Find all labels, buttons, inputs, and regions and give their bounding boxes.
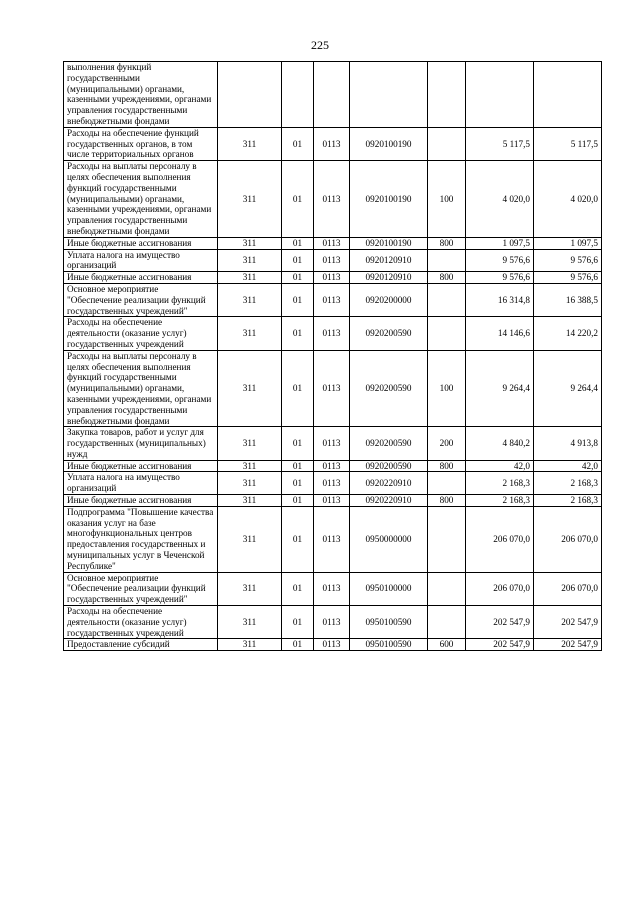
cell-amount-year2: 1 097,5 [534, 237, 602, 249]
cell-amount-year2: 4 913,8 [534, 427, 602, 460]
cell-amount-year2: 14 220,2 [534, 317, 602, 350]
cell-name: Закупка товаров, работ и услуг для государственных (муниципальных) нужд [64, 427, 218, 460]
cell-amount-year2: 42,0 [534, 460, 602, 472]
cell-expense-type [428, 506, 466, 572]
cell-amount-year2 [534, 62, 602, 128]
table-row [64, 283, 602, 316]
table-row [64, 62, 602, 128]
table-row [64, 237, 602, 249]
cell-section: 01 [282, 460, 314, 472]
cell-amount-year2: 202 547,9 [534, 606, 602, 639]
cell-grbs: 311 [218, 317, 282, 350]
cell-section: 01 [282, 495, 314, 507]
cell-amount-year2: 2 168,3 [534, 495, 602, 507]
cell-subsection: 0113 [314, 639, 350, 651]
cell-expense-type: 200 [428, 427, 466, 460]
cell-target-article: 0920100190 [350, 237, 428, 249]
cell-name: Подпрограмма "Повышение качества оказания услуг на базе многофункциональных центров предоставления государственных и муниципальных услуг в Чеченской Республике" [64, 506, 218, 572]
cell-subsection: 0113 [314, 460, 350, 472]
cell-grbs: 311 [218, 639, 282, 651]
budget-table [63, 61, 602, 651]
cell-subsection: 0113 [314, 272, 350, 284]
cell-amount-year1: 9 576,6 [466, 272, 534, 284]
table-row [64, 317, 602, 350]
cell-name: Уплата налога на имущество организаций [64, 249, 218, 272]
cell-amount-year1 [466, 62, 534, 128]
cell-name: Уплата налога на имущество организаций [64, 472, 218, 495]
cell-target-article [350, 62, 428, 128]
cell-grbs: 311 [218, 427, 282, 460]
table-row [64, 272, 602, 284]
cell-name: Основное мероприятие "Обеспечение реализации функций государственных учреждений" [64, 283, 218, 316]
table-row [64, 460, 602, 472]
cell-target-article: 0920220910 [350, 472, 428, 495]
cell-section: 01 [282, 350, 314, 427]
cell-name: Расходы на обеспечение деятельности (оказание услуг) государственных учреждений [64, 317, 218, 350]
cell-section: 01 [282, 127, 314, 160]
cell-target-article: 0920120910 [350, 272, 428, 284]
cell-expense-type: 800 [428, 272, 466, 284]
cell-amount-year1: 14 146,6 [466, 317, 534, 350]
table-row [64, 606, 602, 639]
cell-amount-year2: 206 070,0 [534, 572, 602, 605]
cell-subsection: 0113 [314, 161, 350, 238]
cell-subsection: 0113 [314, 506, 350, 572]
cell-grbs: 311 [218, 272, 282, 284]
cell-grbs: 311 [218, 283, 282, 316]
cell-amount-year1: 9 576,6 [466, 249, 534, 272]
page-number: 225 [311, 38, 329, 52]
cell-grbs: 311 [218, 350, 282, 427]
table-row [64, 249, 602, 272]
cell-grbs: 311 [218, 495, 282, 507]
cell-amount-year1: 16 314,8 [466, 283, 534, 316]
cell-name: Расходы на обеспечение функций государственных органов, в том числе территориальных органов [64, 127, 218, 160]
cell-name: Иные бюджетные ассигнования [64, 495, 218, 507]
cell-expense-type: 100 [428, 161, 466, 238]
cell-name: Расходы на выплаты персоналу в целях обеспечения выполнения функций государственными (муниципальными) органами, казенными учреждениями, органами управления государственными внебюджетными фондами [64, 161, 218, 238]
cell-target-article: 0920100190 [350, 127, 428, 160]
cell-target-article: 0920220910 [350, 495, 428, 507]
cell-amount-year2: 9 576,6 [534, 272, 602, 284]
cell-amount-year2: 206 070,0 [534, 506, 602, 572]
cell-grbs [218, 62, 282, 128]
cell-subsection: 0113 [314, 237, 350, 249]
cell-amount-year1: 2 168,3 [466, 472, 534, 495]
table-row [64, 495, 602, 507]
cell-amount-year1: 206 070,0 [466, 506, 534, 572]
cell-target-article: 0920200000 [350, 283, 428, 316]
cell-name: Иные бюджетные ассигнования [64, 237, 218, 249]
cell-target-article: 0950100590 [350, 639, 428, 651]
cell-amount-year1: 9 264,4 [466, 350, 534, 427]
cell-amount-year1: 4 840,2 [466, 427, 534, 460]
cell-expense-type [428, 606, 466, 639]
cell-section [282, 62, 314, 128]
cell-name: Расходы на обеспечение деятельности (оказание услуг) государственных учреждений [64, 606, 218, 639]
cell-amount-year2: 16 388,5 [534, 283, 602, 316]
cell-section: 01 [282, 272, 314, 284]
cell-section: 01 [282, 427, 314, 460]
cell-section: 01 [282, 606, 314, 639]
cell-subsection: 0113 [314, 495, 350, 507]
cell-grbs: 311 [218, 237, 282, 249]
cell-amount-year1: 42,0 [466, 460, 534, 472]
cell-target-article: 0920100190 [350, 161, 428, 238]
cell-amount-year1: 202 547,9 [466, 639, 534, 651]
cell-grbs: 311 [218, 472, 282, 495]
cell-name: Основное мероприятие "Обеспечение реализации функций государственных учреждений" [64, 572, 218, 605]
cell-name: Предоставление субсидий [64, 639, 218, 651]
cell-expense-type [428, 572, 466, 605]
cell-section: 01 [282, 572, 314, 605]
cell-amount-year1: 4 020,0 [466, 161, 534, 238]
cell-name: выполнения функций государственными (муниципальными) органами, казенными учреждениями, органами управления государственными внебюджетными фондами [64, 62, 218, 128]
cell-amount-year1: 206 070,0 [466, 572, 534, 605]
cell-section: 01 [282, 249, 314, 272]
cell-section: 01 [282, 283, 314, 316]
cell-expense-type: 800 [428, 495, 466, 507]
cell-grbs: 311 [218, 249, 282, 272]
cell-amount-year1: 5 117,5 [466, 127, 534, 160]
cell-section: 01 [282, 506, 314, 572]
cell-target-article: 0950000000 [350, 506, 428, 572]
cell-name: Расходы на выплаты персоналу в целях обеспечения выполнения функций государственными (муниципальными) органами, казенными учреждениями, органами управления государственными внебюджетными фондами [64, 350, 218, 427]
cell-expense-type: 800 [428, 237, 466, 249]
table-row [64, 639, 602, 651]
cell-section: 01 [282, 472, 314, 495]
table-row [64, 572, 602, 605]
cell-subsection: 0113 [314, 472, 350, 495]
cell-grbs: 311 [218, 606, 282, 639]
cell-section: 01 [282, 639, 314, 651]
cell-amount-year1: 1 097,5 [466, 237, 534, 249]
cell-expense-type: 600 [428, 639, 466, 651]
table-body [64, 62, 602, 651]
cell-subsection [314, 62, 350, 128]
cell-amount-year2: 202 547,9 [534, 639, 602, 651]
table-row [64, 161, 602, 238]
cell-subsection: 0113 [314, 572, 350, 605]
cell-section: 01 [282, 161, 314, 238]
cell-subsection: 0113 [314, 127, 350, 160]
cell-amount-year2: 5 117,5 [534, 127, 602, 160]
cell-expense-type [428, 127, 466, 160]
cell-expense-type: 100 [428, 350, 466, 427]
cell-amount-year2: 2 168,3 [534, 472, 602, 495]
cell-target-article: 0920120910 [350, 249, 428, 272]
cell-subsection: 0113 [314, 350, 350, 427]
table-row [64, 350, 602, 427]
cell-grbs: 311 [218, 572, 282, 605]
cell-name: Иные бюджетные ассигнования [64, 460, 218, 472]
table-row [64, 472, 602, 495]
cell-grbs: 311 [218, 127, 282, 160]
cell-subsection: 0113 [314, 317, 350, 350]
cell-expense-type: 800 [428, 460, 466, 472]
cell-subsection: 0113 [314, 606, 350, 639]
cell-amount-year2: 9 264,4 [534, 350, 602, 427]
cell-subsection: 0113 [314, 249, 350, 272]
table-row [64, 427, 602, 460]
cell-expense-type [428, 317, 466, 350]
cell-target-article: 0920200590 [350, 460, 428, 472]
cell-target-article: 0920200590 [350, 350, 428, 427]
cell-amount-year1: 2 168,3 [466, 495, 534, 507]
table-row [64, 127, 602, 160]
cell-amount-year2: 4 020,0 [534, 161, 602, 238]
cell-grbs: 311 [218, 460, 282, 472]
cell-expense-type [428, 249, 466, 272]
cell-target-article: 0950100590 [350, 606, 428, 639]
cell-section: 01 [282, 237, 314, 249]
cell-section: 01 [282, 317, 314, 350]
cell-target-article: 0920200590 [350, 427, 428, 460]
cell-target-article: 0920200590 [350, 317, 428, 350]
cell-amount-year1: 202 547,9 [466, 606, 534, 639]
cell-amount-year2: 9 576,6 [534, 249, 602, 272]
cell-expense-type [428, 472, 466, 495]
cell-subsection: 0113 [314, 283, 350, 316]
cell-expense-type [428, 62, 466, 128]
cell-name: Иные бюджетные ассигнования [64, 272, 218, 284]
cell-grbs: 311 [218, 161, 282, 238]
cell-grbs: 311 [218, 506, 282, 572]
cell-target-article: 0950100000 [350, 572, 428, 605]
table-row [64, 506, 602, 572]
cell-subsection: 0113 [314, 427, 350, 460]
cell-expense-type [428, 283, 466, 316]
